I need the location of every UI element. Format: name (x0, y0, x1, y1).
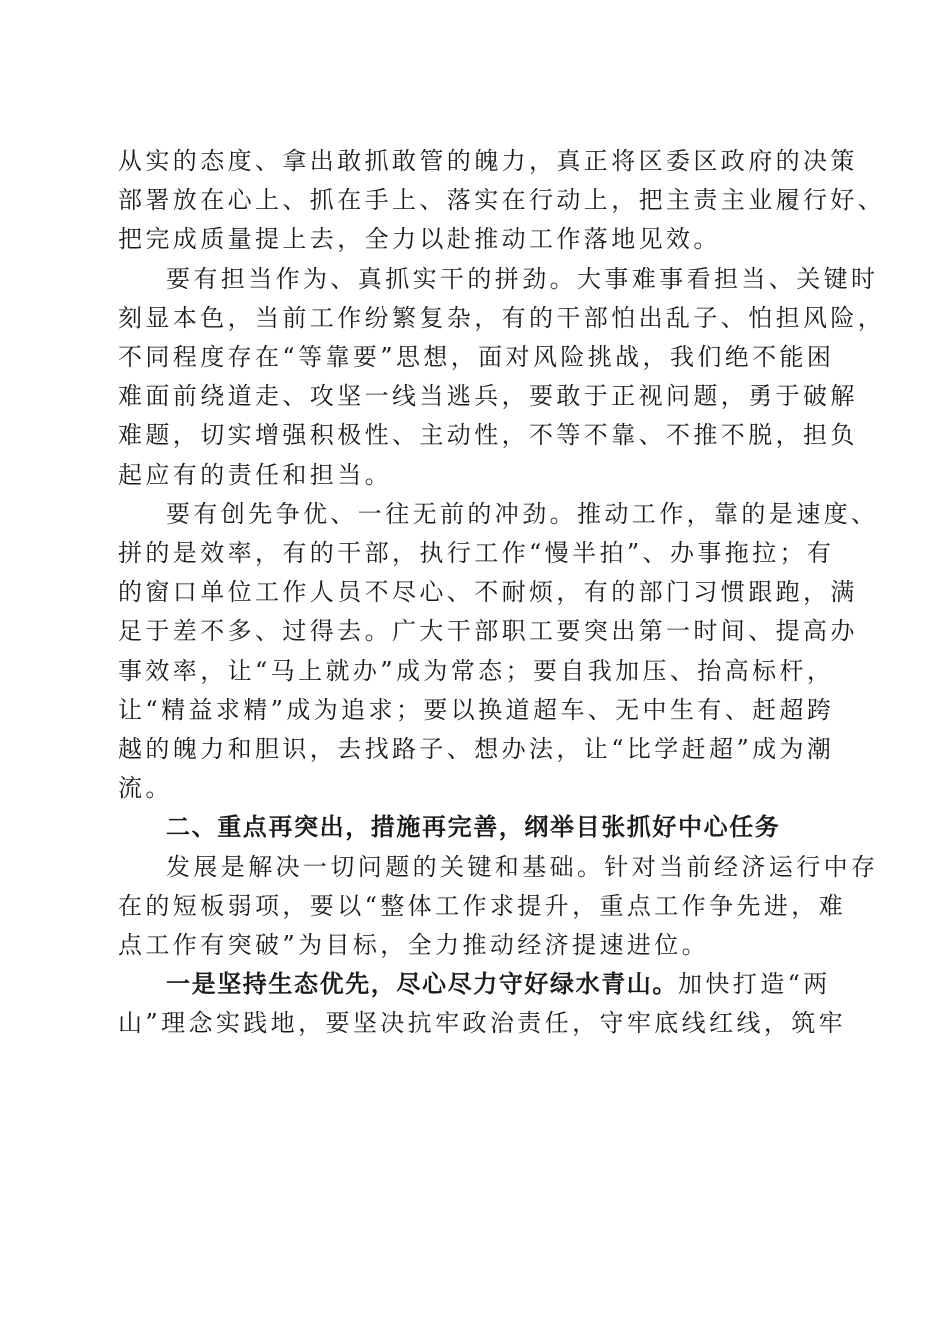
text-line: 让“精益求精”成为追求；要以换道超车、无中生有、赶超跨 (118, 695, 835, 724)
heading-text: 二、重点再突出，措施再完善，纲举目张抓好中心任务 (166, 813, 781, 842)
text-line: 部署放在心上、抓在手上、落实在行动上，把主责主业履行好、 (118, 186, 886, 215)
text-line: 从实的态度、拿出敢抓敢管的魄力，真正将区委区政府的决策 (118, 147, 858, 175)
text-line: 足于差不多、过得去。广大干部职工要突出第一时间、提高办 (118, 617, 858, 646)
text-line: 拼的是效率，有的干部，执行工作“慢半拍”、办事拖拉；有 (118, 539, 835, 568)
text-line (118, 965, 830, 1004)
paragraph-dare-to-act (118, 260, 886, 495)
document-body (118, 142, 886, 1044)
text-line: 刻显本色，当前工作纷繁复杂，有的干部怕出乱子、怕担风险， (118, 303, 886, 332)
text-line: 不同程度存在“等靠要”思想，面对风险挑战，我们绝不能困 (118, 343, 835, 372)
text-line: 要有担当作为、真抓实干的拼劲。大事难事看担当、关键时 (166, 264, 879, 293)
text-line: 在的短板弱项，要以“整体工作求提升，重点工作争先进，难 (118, 891, 847, 920)
paragraph-ecology (118, 965, 847, 1043)
paragraph-continuation (118, 142, 886, 260)
text-line: 把完成质量提上去，全力以赴推动工作落地见效。 (118, 225, 721, 254)
text-line: 越的魄力和胆识，去找路子、想办法，让“比学赶超”成为潮 (118, 735, 835, 764)
lead-sentence: 一是坚持生态优先，尽心尽力守好绿水青山。 (166, 970, 678, 999)
paragraph-development (118, 848, 879, 966)
text-line: 事效率，让“马上就办”成为常态；要自我加压、抬高标杆， (118, 656, 835, 685)
text-line: 难面前绕道走、攻坚一线当逃兵，要敢于正视问题，勇于破解 (118, 382, 858, 411)
paragraph-strive-first (118, 495, 879, 809)
text-line: 起应有的责任和担当。 (118, 460, 392, 489)
text-line: 的窗口单位工作人员不尽心、不耐烦，有的部门习惯跟跑，满 (118, 578, 858, 607)
section-heading (118, 808, 830, 847)
text-line: 山”理念实践地，要坚决抗牢政治责任，守牢底线红线，筑牢 (118, 1009, 847, 1038)
text-line: 发展是解决一切问题的关键和基础。针对当前经济运行中存 (166, 852, 879, 881)
text-line: 要有创先争优、一往无前的冲劲。推动工作，靠的是速度、 (166, 499, 879, 528)
text-line: 难题，切实增强积极性、主动性，不等不靠、不推不脱，担负 (118, 421, 858, 450)
text-run: 加快打造“两 (678, 970, 831, 999)
text-line: 流。 (118, 774, 173, 803)
text-line: 点工作有突破”为目标，全力推动经济提速进位。 (118, 931, 710, 960)
